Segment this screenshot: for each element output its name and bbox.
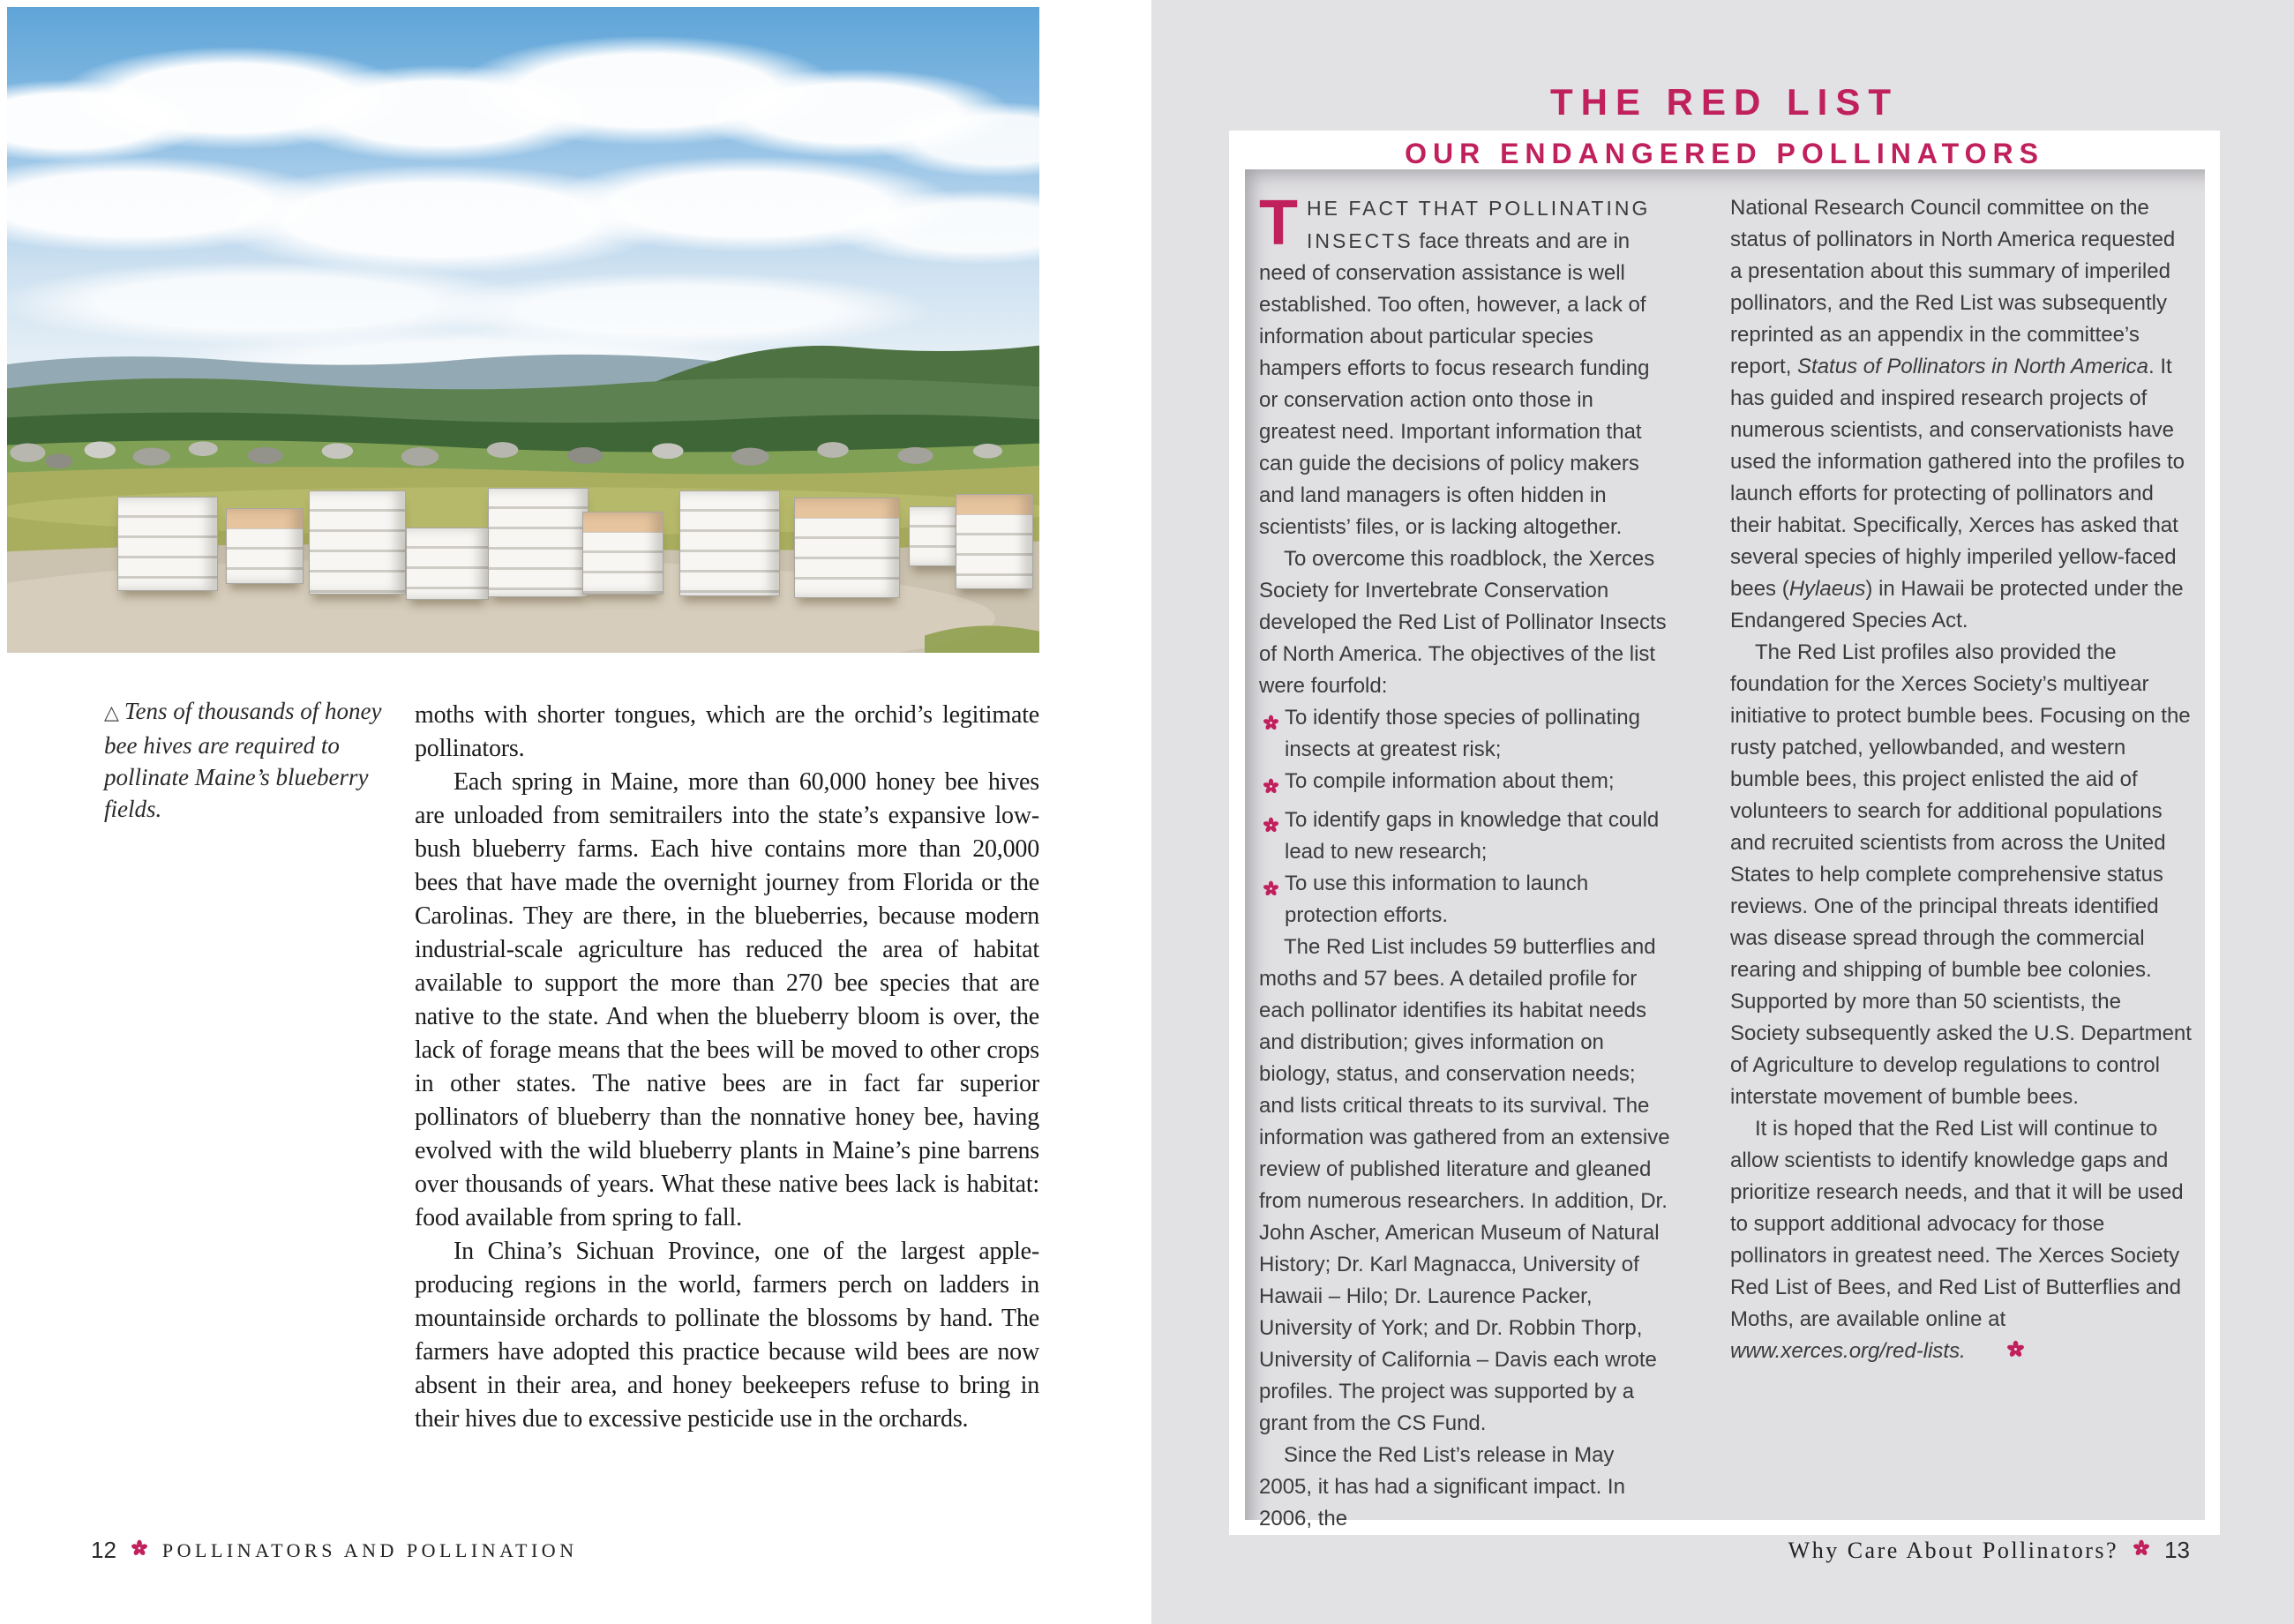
sidebar-paragraph: It is hoped that the Red List will continue to allow scientists to identify knowledge gaps and prioritize research needs, and that it will be used to support additional advocacy for those pollinators in greatest need. The Xerces Society Red List of Bees, and Red List of Butterflies and Moths, are available online at www.xerces.org/red-lists. [1730, 1113, 2193, 1368]
bullet-text: To use this information to launch protection efforts. [1285, 872, 1589, 927]
bee-hive [582, 512, 663, 595]
photo-caption-text: Tens of thousands of honey bee hives are required to pollinate Maine’s blueberry fields. [104, 698, 382, 822]
bee-hive [909, 506, 962, 566]
bee-hive [309, 490, 406, 595]
flower-bullet-icon [1263, 709, 1279, 741]
running-head: Why Care About Pollinators? [1788, 1537, 2119, 1563]
flower-icon [131, 1539, 148, 1561]
url-italic: www.xerces.org/red-lists. [1730, 1339, 1966, 1363]
bee-hive [226, 508, 304, 584]
sidebar-column-1 [1259, 188, 1672, 1535]
flower-bullet-icon [1263, 812, 1279, 843]
bullet-list [1259, 702, 1672, 932]
bee-hive [679, 490, 780, 596]
bullet-item [1263, 805, 1672, 868]
footer-right [1788, 1537, 2190, 1564]
bullet-text: To identify gaps in knowledge that could lead to new research; [1285, 808, 1660, 864]
sidebar-paragraph: The Red List profiles also provided the foundation for the Xerces Society’s multiyear initiative to protect bumble bees. Focusing on the rusty patched, yellowbanded, and western bumble bees, this project enlisted the aid of volunteers to search for additional populations and recruited scientists from across the United States to help complete comprehensive status reviews. One of the principal threats identified was disease spread through the commercial rearing and shipping of bumble bee colonies. Supported by more than 50 scientists, the Society subsequently asked the U.S. Department of Agriculture to develop regulations to control interstate movement of bumble bees. [1730, 640, 2192, 1109]
bullet-text: To compile information about them; [1285, 769, 1615, 793]
footer-left [91, 1537, 578, 1564]
photo-caption [104, 695, 397, 825]
bee-hive [794, 498, 900, 598]
bee-hive [488, 488, 588, 597]
sidebar-subtitle: OUR ENDANGERED POLLINATORS [1405, 138, 2044, 169]
body-paragraph: In China’s Sichuan Province, one of the largest apple-producing regions in the world, farmers perch on ladders in mountainside orchards to pollinate the blossoms by hand. The farmers have adopted this practice because wild bees are now absent in their area, and honey beekeepers refuse to bring in their hives due to excessive pesticide use in the orchards. [415, 1238, 1039, 1433]
page-number: 12 [91, 1537, 116, 1563]
page-right [1151, 0, 2294, 1624]
page-number: 13 [2164, 1537, 2190, 1563]
bee-hives-photo [7, 7, 1039, 653]
flower-bullet-icon [1263, 875, 1279, 907]
bullet-item [1263, 766, 1672, 805]
sidebar-column-2 [1730, 192, 2193, 1535]
body-paragraph: moths with shorter tongues, which are the orchid’s legitimate pollinators. [415, 701, 1039, 762]
sidebar-frame [1229, 131, 2220, 1535]
bullet-item [1263, 868, 1672, 932]
sidebar-panel [1245, 169, 2205, 1530]
sidebar-paragraph: To overcome this roadblock, the Xerces Society for Invertebrate Conservation developed the Red List of Pollinator Insects of North America. The objectives of the list were fourfold: [1259, 547, 1667, 698]
bullet-text: To identify those species of pollinating insects at greatest risk; [1285, 706, 1640, 761]
bee-hive-boxes [7, 7, 1039, 653]
bullet-item [1263, 702, 1672, 766]
sidebar-paragraph: The Red List includes 59 butterflies and moths and 57 bees. A detailed profile for each pollinator identifies its habitat needs and distribution; gives information on biology, status, and conservation needs; and lists critical threats to its survival. The information was gathered from an extensive review of published literature and gleaned from numerous researchers. In addition, Dr. John Ascher, American Museum of Natural History; Dr. Karl Magnacca, University of Hawaii – Hilo; Dr. Laurence Packer, University of York; and Dr. Robbin Thorp, University of California – Davis each wrote profiles. The project was supported by a grant from the CS Fund. [1259, 935, 1670, 1435]
end-flower-icon [1982, 1336, 2025, 1368]
sidebar-title: THE RED LIST [1549, 81, 1899, 123]
bee-hive [117, 497, 218, 591]
bee-hive [406, 528, 489, 600]
body-paragraph: Each spring in Maine, more than 60,000 honey bee hives are unloaded from semitrailers into the state’s expansive low-bush blueberry farms. Each hive contains more than 20,000 bees that have made the overnight journey from Florida or the Carolinas. They are there, in the blueberries, because modern industrial-scale agriculture has reduced the area of habitat available to support the more than 270 bee species that are native to the state. And when the blueberry bloom is over, the lack of forage means that the bees will be moved to other crops in other states. The native bees are in fact far superior pollinators of blueberry than the nonnative honey bee, having evolved with the wild blueberry plants in Maine’s pine barrens over thousands of years. What these native bees lack is habitat: food available from spring to fall. [415, 768, 1039, 1231]
dropcap: T [1259, 188, 1298, 258]
running-head: POLLINATORS AND POLLINATION [161, 1538, 578, 1561]
triangle-caption-icon: △ [104, 702, 119, 724]
species-name-italic: Hylaeus [1788, 577, 1866, 601]
bee-hive [956, 494, 1033, 589]
flower-icon [2133, 1539, 2150, 1561]
sidebar-paragraph: National Research Council committee on the status of pollinators in North America requested a presentation about this summary of imperiled pollinators, and the Red List was subsequently reprinted as an appendix in the committee’s report, Status of Pollinators in North America. It has guided and inspired research projects of numerous scientists, and conservationists have used the information gathered into the profiles to launch efforts for protecting of pollinators and their habitat. Specifically, Xerces has asked that several species of highly imperiled yellow-faced bees (Hylaeus) in Hawaii be protected under the Endangered Species Act. [1730, 196, 2185, 632]
report-title-italic: Status of Pollinators in North America [1797, 355, 2148, 378]
sidebar-paragraph: THE FACT THAT POLLINATING INSECTS face threats and are in need of conservation assistance is well established. Too often, however, a lack of information about particular species hampers efforts to focus research funding or conservation action onto those in greatest need. Important information that can guide the decisions of policy makers and land managers is often hidden in scientists’ files, or is lacking altogether. [1259, 188, 1651, 539]
sidebar-paragraph: Since the Red List’s release in May 2005, it has had a significant impact. In 2006, the [1259, 1443, 1625, 1530]
lead-smallcaps: HE FACT THAT POLLINATING INSECTS [1306, 197, 1651, 252]
flower-bullet-icon [1263, 773, 1279, 805]
body-text [415, 699, 1039, 1436]
